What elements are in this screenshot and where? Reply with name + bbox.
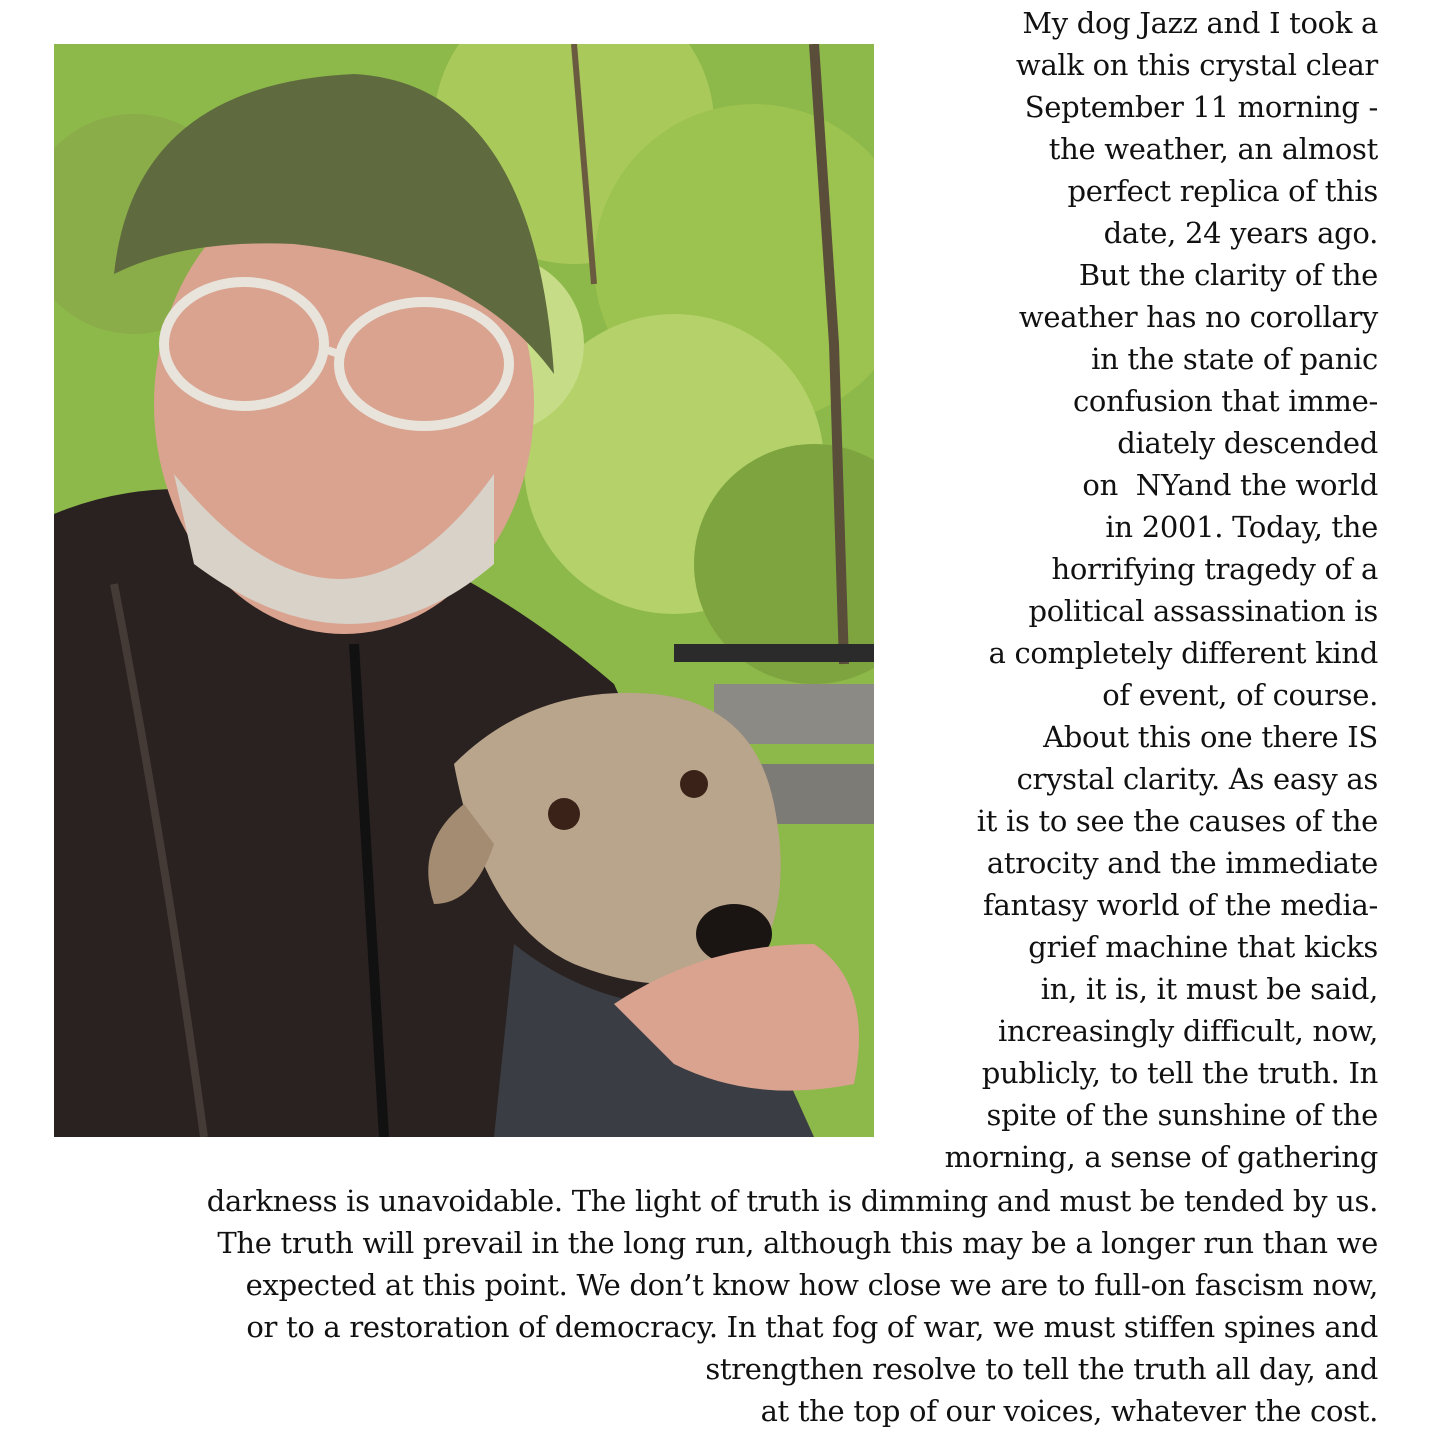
bench-rail <box>674 644 874 662</box>
paragraph-line: or to a restoration of democracy. In that fog of war, we must stiffen spines and <box>246 1310 1378 1344</box>
paragraph-line: grief machine that kicks <box>1028 930 1378 964</box>
paragraph-line: increasingly difficult, now, <box>998 1014 1378 1048</box>
paragraph-line: in, it is, it must be said, <box>1040 972 1378 1006</box>
paragraph-line: crystal clarity. As easy as <box>1016 762 1378 796</box>
dog-eye <box>680 770 708 798</box>
paragraph-line: at the top of our voices, whatever the cost. <box>760 1394 1378 1428</box>
paragraph-line: September 11 morning - <box>1024 90 1378 124</box>
paragraph-line: darkness is unavoidable. The light of truth is dimming and must be tended by us. <box>206 1184 1378 1218</box>
paragraph-line: walk on this crystal clear <box>1015 48 1378 82</box>
paragraph-line: date, 24 years ago. <box>1103 216 1378 250</box>
paragraph-line: in 2001. Today, the <box>1105 510 1378 544</box>
paragraph-line: strengthen resolve to tell the truth all day, and <box>705 1352 1378 1386</box>
glasses-bridge <box>324 349 339 354</box>
dog-eye <box>548 798 580 830</box>
selfie-photo <box>54 44 874 1137</box>
paragraph-line: it is to see the causes of the <box>976 804 1378 838</box>
paragraph-line: fantasy world of the media- <box>983 888 1378 922</box>
paragraph-line: confusion that imme- <box>1072 384 1378 418</box>
photo-icon <box>54 44 874 1137</box>
paragraph-line: perfect replica of this <box>1067 174 1378 208</box>
paragraph-line: expected at this point. We don’t know how close we are to full-on fascism now, <box>245 1268 1378 1302</box>
paragraph-line: on NYand the world <box>1082 468 1378 502</box>
paragraph-line: a completely different kind <box>988 636 1378 670</box>
paragraph-line: morning, a sense of gathering <box>944 1140 1378 1174</box>
paragraph-line: horrifying tragedy of a <box>1051 552 1378 586</box>
paragraph-line: spite of the sunshine of the <box>986 1098 1378 1132</box>
paragraph-line: weather has no corollary <box>1018 300 1378 334</box>
paragraph-line: publicly, to tell the truth. In <box>981 1056 1378 1090</box>
paragraph-line: About this one there IS <box>1043 720 1378 754</box>
paragraph-line: But the clarity of the <box>1078 258 1378 292</box>
paragraph-line: the weather, an almost <box>1048 132 1378 166</box>
paragraph-line: of event, of course. <box>1102 678 1378 712</box>
paragraph-line: in the state of panic <box>1091 342 1378 376</box>
paragraph-line: diately descended <box>1117 426 1378 460</box>
paragraph-line: The truth will prevail in the long run, although this may be a longer run than we <box>217 1226 1378 1260</box>
paragraph-line: My dog Jazz and I took a <box>1022 6 1378 40</box>
paragraph-line: political assassination is <box>1028 594 1378 628</box>
paragraph-line: atrocity and the immediate <box>986 846 1378 880</box>
